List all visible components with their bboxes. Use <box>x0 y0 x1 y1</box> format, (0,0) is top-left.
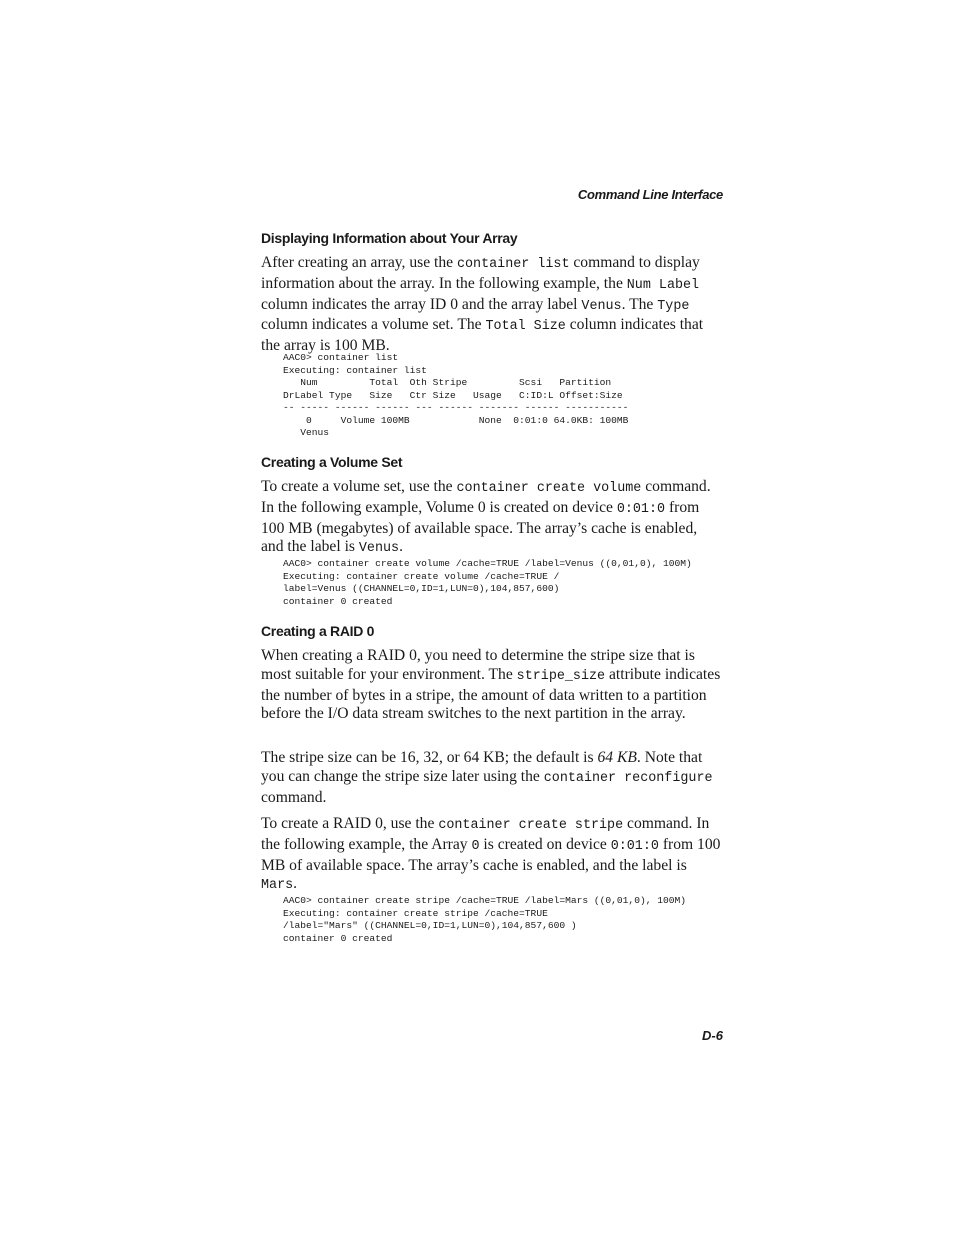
code-line: Executing: container create stripe /cache=TRUE <box>283 907 548 919</box>
section-heading: Creating a Volume Set <box>261 454 403 470</box>
text-run: from 100 MB of available space. The array’s cache is enabled, and the label is <box>261 835 721 874</box>
code-line: AAC0> container list <box>283 352 399 363</box>
text-run: . The <box>621 295 658 313</box>
body-paragraph <box>261 647 723 724</box>
text-run: is created on device <box>479 835 611 853</box>
body-paragraph <box>261 815 723 896</box>
text-run: column indicates the array ID 0 and the array label <box>261 295 582 313</box>
text-run: To create a volume set, use the <box>261 478 457 495</box>
inline-code: container reconfigure <box>543 770 713 786</box>
inline-code: Num Label <box>626 277 700 293</box>
code-line: -- ----- ------ ------ --- ------ ------- ------ ----------- <box>283 402 629 413</box>
inline-code: 0:01:0 <box>610 838 659 854</box>
code-block <box>283 558 692 608</box>
code-line: Num Total Oth Stripe Scsi Partition <box>283 377 612 388</box>
inline-code: stripe_size <box>516 668 606 684</box>
code-line: Executing: container list <box>283 364 427 376</box>
text-run: command. <box>261 788 327 806</box>
body-paragraph <box>261 254 723 356</box>
body-paragraph <box>261 478 723 559</box>
inline-code: container create volume <box>456 481 642 496</box>
text-run: To create a RAID 0, use the <box>261 815 439 832</box>
text-run: from 100 MB (megabytes) of available space. The array’s cache is enabled, and the label is <box>261 498 700 556</box>
code-line: DrLabel Type Size Ctr Size Usage C:ID:L Offset:Size <box>283 389 623 401</box>
text-run: column indicates a volume set. The <box>261 316 486 334</box>
text-run: The stripe size can be 16, 32, or 64 KB; the default is <box>261 749 598 766</box>
text-run: column indicates that the array is 100 MB. <box>261 316 704 355</box>
text-run: . <box>399 538 403 556</box>
inline-code: Total Size <box>485 319 566 335</box>
inline-code: Venus <box>581 298 622 314</box>
code-line: label=Venus ((CHANNEL=0,ID=1,LUN=0),104,857,600) <box>283 583 560 594</box>
running-header: Command Line Interface <box>577 187 723 202</box>
text-run: command. In the following example, Volume 0 is created on device <box>261 478 711 516</box>
code-line: 0 Volume 100MB None 0:01:0 64.0KB: 100MB <box>283 414 629 426</box>
code-line: container 0 created <box>283 932 393 944</box>
text-run: command. In the following example, the Array <box>261 815 710 853</box>
inline-code: container create stripe <box>438 818 624 833</box>
inline-code: 0 <box>471 838 480 854</box>
emphasis-text: 64 KB <box>597 749 637 766</box>
code-line: AAC0> container create volume /cache=TRUE /label=Venus ((0,01,0), 100M) <box>283 558 692 569</box>
text-run: command to display information about the array. In the following example, the <box>261 254 700 292</box>
page-number: D-6 <box>702 1028 723 1043</box>
body-paragraph <box>261 749 723 807</box>
inline-code: Mars <box>261 878 294 894</box>
text-run: attribute indicates the number of bytes in a stripe, the amount of data written to a partition before the I/O data stream switches to the next partition in the array. <box>261 665 721 723</box>
code-line: /label="Mars" ((CHANNEL=0,ID=1,LUN=0),104,857,600 ) <box>283 920 577 931</box>
code-line: Executing: container create volume /cache=TRUE / <box>283 570 560 582</box>
inline-code: Venus <box>358 541 400 557</box>
inline-code: Type <box>657 298 690 314</box>
code-line: container 0 created <box>283 595 393 607</box>
code-block <box>283 895 686 945</box>
code-line: Venus <box>283 427 330 438</box>
text-run: . Note that you can change the stripe size later using the <box>261 749 703 785</box>
section-heading: Creating a RAID 0 <box>261 623 375 639</box>
inline-code: container list <box>456 257 570 272</box>
section-heading: Displaying Information about Your Array <box>261 230 518 246</box>
text-run: After creating an array, use the <box>261 254 457 271</box>
code-block <box>283 352 628 440</box>
text-run: When creating a RAID 0, you need to determine the stripe size that is most suitable for your environment. The <box>261 647 695 683</box>
inline-code: 0:01:0 <box>616 501 666 517</box>
code-line: AAC0> container create stripe /cache=TRUE /label=Mars ((0,01,0), 100M) <box>283 895 687 906</box>
text-run: . <box>293 875 298 893</box>
